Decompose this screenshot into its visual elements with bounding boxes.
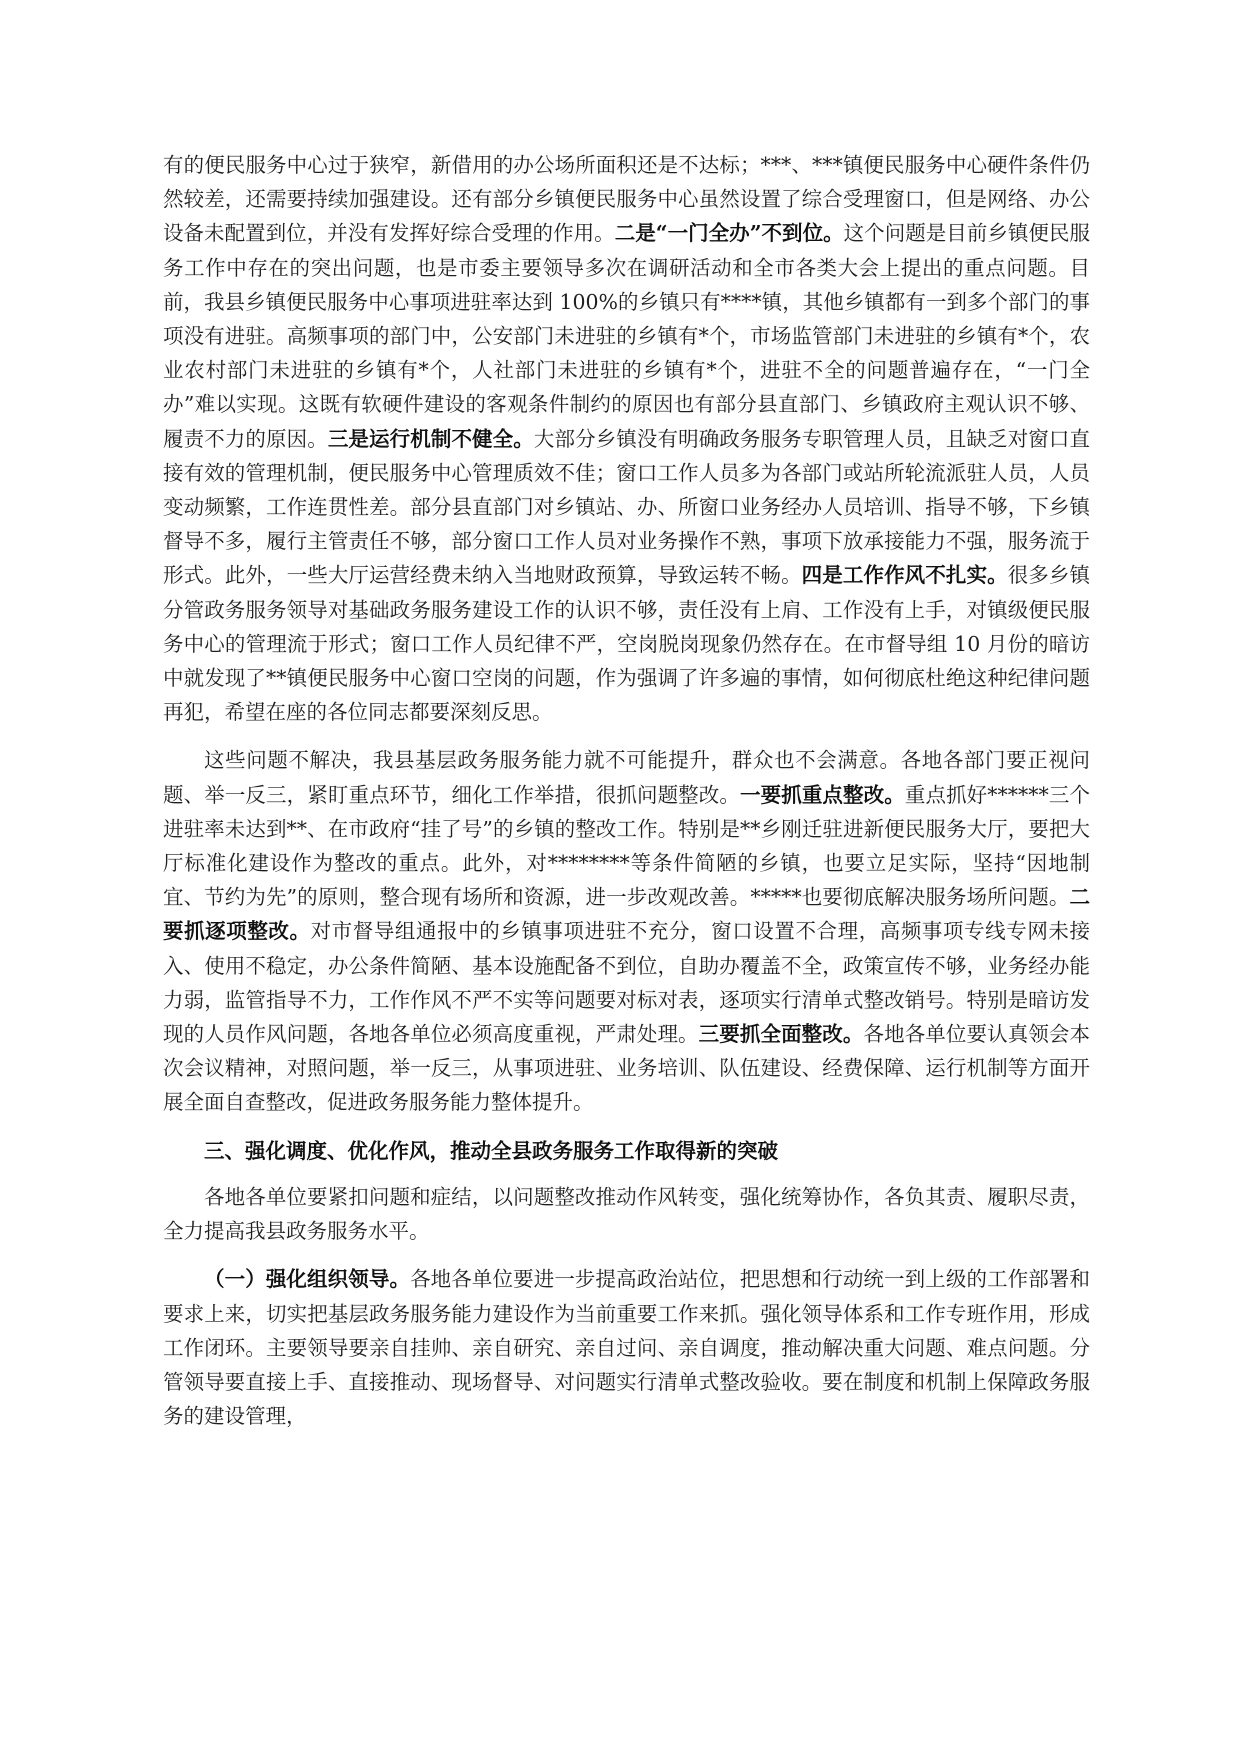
emphasis-text: 二是“一门全办”不到位。 [614,221,844,246]
emphasis-text: 三是运行机制不健全。 [327,426,534,451]
body-text: 这些问题不解决，我县基层政务服务能力就不可能提升，群众也不会满意。各地各部门要正视问题、举一反三，紧盯重点环节，细化工作举措，很抓问题整改。 [163,748,1090,807]
body-text: 很多乡镇分管政务服务领导对基础政务服务建设工作的认识不够，责任没有上肩、工作没有上手，对镇级便民服务中心的管理流于形式；窗口工作人员纪律不严，空岗脱岗现象仍然存在。在市督导组 10 月份的暗访中就发现了**镇便民服务中心窗口空岗的问题，作为强调了许多遍的事情，如何彻底杜绝这种纪律问题再犯，希望在座的各位同志都要深刻反思。 [163,563,1091,725]
subsection-heading: （一）强化组织领导。 [204,1267,411,1292]
document-content [163,148,1090,1433]
section-heading: 三、强化调度、优化作风，推动全县政务服务工作取得新的突破 [204,1138,778,1163]
body-text: 各地各单位要认真领会本次会议精神，对照问题，举一反三，从事项进驻、业务培训、队伍建设、经费保障、运行机制等方面开展全面自查整改，促进政务服务能力整体提升。 [163,1022,1091,1115]
emphasis-text: 一要抓重点整改。 [740,782,905,807]
emphasis-text: 二要抓逐项整改。 [163,885,1090,944]
body-text: 对市督导组通报中的乡镇事项进驻不充分，窗口设置不合理，高频事项专线专网未接入、使用不稳定，办公条件简陋、基本设施配备不到位，自助办覆盖不全，政策宣传不够，业务经办能力弱，监管指导不力，工作作风不严不实等问题要对标对表，逐项实行清单式整改销号。特别是暗访发现的人员作风问题，各地各单位必须高度重视，严肃处理。 [163,919,1091,1047]
body-text: 这个问题是目前乡镇便民服务工作中存在的突出问题，也是市委主要领导多次在调研活动和全市各类大会上提出的重点问题。目前，我县乡镇便民服务中心事项进驻率达到 100%的乡镇只有****镇，其他乡镇都有一到多个部门的事项没有进驻。高频事项的部门中，公安部门未进驻的乡镇有*个，市场监管部门未进驻的乡镇有*个，农业农村部门未进驻的乡镇有*个，人社部门未进驻的乡镇有*个，进驻不全的问题普遍存在，“一门全办”难以实现。这既有软硬件建设的客观条件制约的原因也有部分县直部门、乡镇政府主观认识不够、履责不力的原因。 [163,221,1090,451]
body-paragraph-3: 各地各单位要紧扣问题和症结，以问题整改推动作风转变，强化统筹协作，各负其责、履职尽责，全力提高我县政务服务水平。 [163,1184,1090,1244]
body-text: 重点抓好******三个进驻率未达到**、在市政府“挂了号”的乡镇的整改工作。特别是**乡刚迁驻进新便民服务大厅，要把大厅标准化建设作为整改的重点。此外，对********等条件简陋的乡镇，也要立足实际，坚持“因地制宜、节约为先”的原则，整合现有场所和资源，进一步改观改善。*****也要彻底解决服务场所问题。 [163,782,1091,910]
body-paragraph-4-text: 各地各单位要进一步提高政治站位，把思想和行动统一到上级的工作部署和要求上来，切实把基层政务服务能力建设作为当前重要工作来抓。强化领导体系和工作专班作用，形成工作闭环。主要领导要亲自挂帅、亲自研究、亲自过问、亲自调度，推动解决重大问题、难点问题。分管领导要直接上手、直接推动、现场督导、对问题实行清单式整改验收。要在制度和机制上保障政务服务的建设管理， [163,1267,1091,1429]
body-paragraph-1 [163,148,1090,729]
body-paragraph-4 [163,1262,1090,1433]
emphasis-text: 三要抓全面整改。 [698,1022,864,1047]
body-paragraph-2 [163,743,1090,1119]
body-text: 有的便民服务中心过于狭窄，新借用的办公场所面积还是不达标；***、***镇便民服务中心硬件条件仍然较差，还需要持续加强建设。还有部分乡镇便民服务中心虽然设置了综合受理窗口，但是网络、办公设备未配置到位，并没有发挥好综合受理的作用。 [163,153,1090,246]
emphasis-text: 四是工作作风不扎实。 [801,563,1008,588]
body-text: 大部分乡镇没有明确政务服务专职管理人员，且缺乏对窗口直接有效的管理机制，便民服务中心管理质效不佳；窗口工作人员多为各部门或站所轮流派驻人员，人员变动频繁，工作连贯性差。部分县直部门对乡镇站、办、所窗口业务经办人员培训、指导不够，下乡镇督导不多，履行主管责任不够，部分窗口工作人员对业务操作不熟，事项下放承接能力不强，服务流于形式。此外，一些大厅运营经费未纳入当地财政预算，导致运转不畅。 [163,426,1091,588]
